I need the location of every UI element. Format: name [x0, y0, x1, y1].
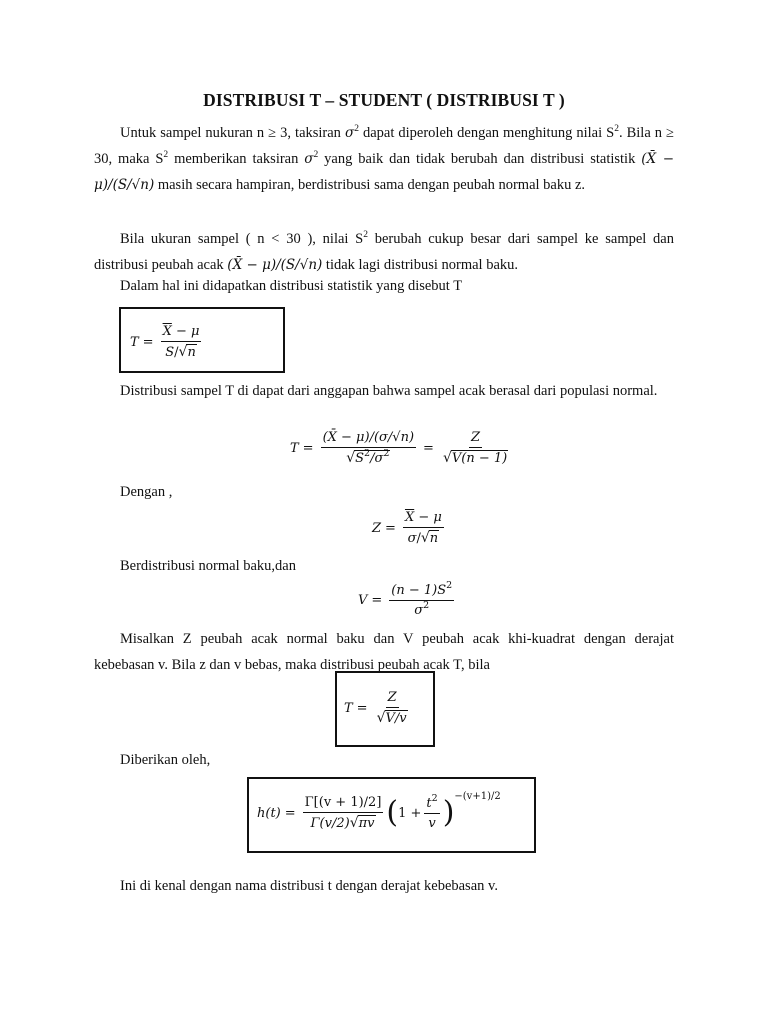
p1-text-c: . Bila n ≥ 30, maka S	[94, 125, 675, 167]
superscript-2: 2	[446, 580, 453, 591]
left-paren: (	[386, 795, 399, 830]
p2-text-c: tidak lagi distribusi normal baku.	[322, 257, 519, 273]
p1-text-a: Untuk sampel nukuran n ≥ 3, taksiran	[120, 125, 345, 141]
num-rest: − μ	[414, 510, 442, 525]
superscript-2: 2	[431, 792, 438, 804]
superscript-2: 2	[363, 230, 368, 240]
paragraph-8: Diberikan oleh,	[120, 752, 211, 768]
inner-num: t	[426, 795, 432, 811]
den-rest: /σ	[370, 451, 384, 466]
fraction-right-num: Z	[469, 430, 482, 448]
paragraph-2	[94, 226, 674, 278]
superscript-2: 2	[163, 150, 169, 160]
formula-t-derivation: T = (X̄ − μ)/(σ/√n) √ $S^2/\sigma^2$ = Z √ V(n − 1)	[290, 430, 513, 466]
paragraph-6: Berdistribusi normal baku,dan	[120, 558, 296, 574]
fraction-left: (X̄ − μ)/(σ/√n) √ $S^2/\sigma^2$	[322, 430, 415, 466]
fraction-num: Γ[(v + 1)/2]	[303, 795, 384, 813]
paragraph-5: Dengan ,	[120, 484, 173, 500]
inner-den: v	[428, 815, 436, 831]
formula-v: V = $\frac{(n - 1)S^2}{\sigma^2}$	[358, 580, 453, 618]
p1-text-e: yang baik dan tidak berubah dan distribusi statistik	[318, 151, 642, 167]
formula-lhs: T	[290, 440, 299, 456]
sigma-symbol: σ	[304, 151, 314, 167]
exponent: −(v+1)/2	[454, 791, 501, 802]
paragraph-4: Distribusi sampel T di dapat dari anggapan bahwa sampel acak berasal dari populasi normal.	[120, 383, 658, 399]
fraction-num: (n − 1)S	[391, 583, 447, 598]
page-title: DISTRIBUSI T – STUDENT ( DISTRIBUSI T )	[203, 90, 565, 110]
formula-lhs: h(t)	[257, 805, 281, 821]
formula-lhs: V	[358, 593, 368, 608]
den-s: S	[355, 451, 365, 466]
paragraph-3: Dalam hal ini didapatkan distribusi statistik yang disebut T	[120, 278, 463, 294]
formula-t-z: T = Z √ V/v	[344, 690, 413, 726]
formula-lhs: Z	[372, 520, 382, 536]
fraction-right-den: V(n − 1)	[451, 451, 508, 466]
fraction-den: V/v	[385, 711, 407, 726]
fraction: Z √ V/v	[376, 690, 407, 726]
formula-lhs: T	[130, 334, 139, 350]
fraction-inner	[424, 792, 439, 831]
superscript-2: 2	[423, 600, 430, 611]
fraction-num: Z	[386, 690, 399, 708]
formula-z: Z = $\overline{X} - \mu$ σ/ √ n	[372, 510, 442, 546]
fraction-left-num: (X̄ − μ)/(σ/√n)	[321, 430, 416, 448]
p2-text-a: Bila ukuran sampel ( n < 30 ), nilai S	[120, 231, 364, 247]
superscript-2: 2	[383, 448, 390, 459]
superscript-2: 2	[364, 448, 371, 459]
den-s: S	[165, 345, 175, 360]
fraction: $\overline{X} - \mu$ S/ √ n	[162, 324, 200, 360]
den-n: n	[429, 531, 439, 546]
fraction-den: σ	[414, 603, 424, 618]
paragraph-7: Misalkan Z peubah acak normal baku dan V peubah acak khi-kuadrat dengan derajat kebebasan v. Bila z dan v bebas, maka distribusi peubah acak T, bila	[94, 631, 674, 673]
fraction-right: Z √ V(n − 1)	[442, 430, 508, 466]
sigma-symbol: σ	[344, 125, 355, 141]
den-sqrt: πv	[358, 816, 375, 831]
fraction	[389, 580, 454, 618]
den-n: n	[187, 345, 196, 360]
statistic-expression: (X̄ − μ)/(S/√n)	[227, 257, 323, 273]
formula-density: h(t) = Γ[(v + 1)/2] Γ(v/2) √ πv ( 1 + $\frac{t^2}{v}$ ) −(v+1)/2	[257, 791, 501, 831]
superscript-2: 2	[313, 150, 319, 160]
paragraph-9: Ini di kenal dengan nama distribusi t dengan derajat kebebasan v.	[120, 878, 498, 894]
den-sigma: σ	[407, 531, 417, 546]
right-paren: )	[442, 795, 455, 830]
num-rest: − μ	[171, 324, 200, 339]
xbar: $\overline{X}$	[404, 510, 415, 525]
fraction-gamma: Γ[(v + 1)/2] Γ(v/2) √ πv	[304, 795, 382, 831]
inner-one: 1 +	[398, 805, 422, 821]
formula-t: T = $\overline{X} - \mu$ S/ √ n	[130, 324, 200, 360]
xbar: $\overline{X}$	[162, 324, 172, 339]
superscript-2: 2	[354, 124, 359, 134]
p2-text-b: berubah cukup besar dari sampel ke sampel dan distribusi peubah acak	[94, 231, 674, 273]
superscript-2: 2	[614, 124, 619, 134]
formula-lhs: T	[344, 700, 353, 716]
statistic-expression: (X̄ − μ)/(S/√n)	[94, 151, 675, 193]
p1-text-b: dapat diperoleh dengan menghitung nilai S	[358, 125, 615, 141]
p1-text-f: masih secara hampiran, berdistribusi sama dengan peubah normal baku z.	[154, 177, 586, 193]
den-gamma: Γ(v/2)	[310, 816, 350, 831]
p1-text-d: memberikan taksiran	[168, 151, 305, 167]
paragraph-1	[94, 120, 674, 198]
fraction: $\overline{X} - \mu$ σ/ √ n	[404, 510, 442, 546]
